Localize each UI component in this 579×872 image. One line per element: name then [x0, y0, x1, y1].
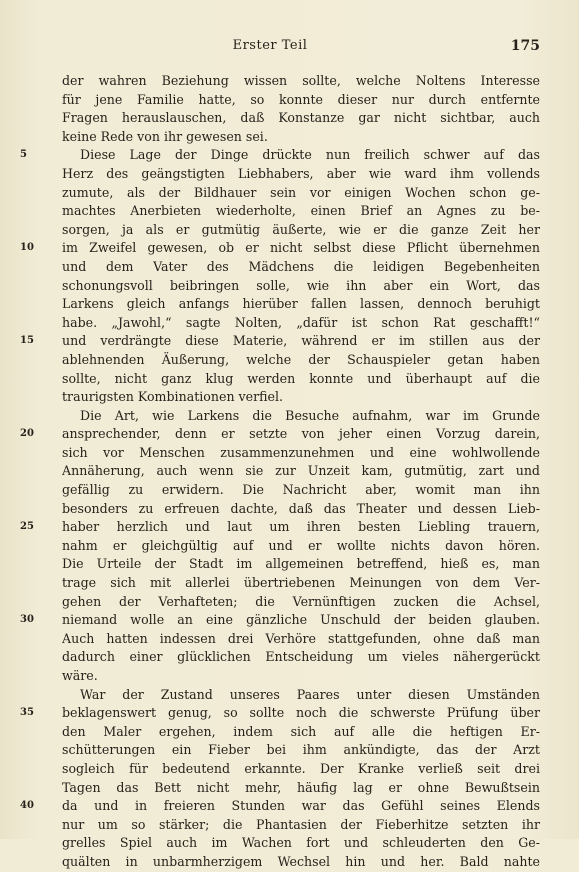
text-line: [0, 128, 579, 147]
line-text: dadurch einer glücklichen Entscheidung um vieles nähergerückt: [62, 649, 540, 665]
text-line: [0, 723, 579, 742]
text-line: [0, 72, 579, 91]
line-number: 15: [20, 335, 34, 347]
text-line: [0, 462, 579, 481]
line-text: sogleich für bedeutend erkannte. Der Kranke verließ seit drei: [62, 760, 540, 776]
line-text: gehen der Verhafteten; die Vernünftigen zucken die Achsel,: [62, 593, 540, 609]
text-line: [0, 667, 579, 686]
line-text: nahm er gleichgültig auf und er wollte nichts davon hören.: [62, 537, 540, 553]
line-text: und verdrängte diese Materie, während er im stillen aus der: [62, 333, 540, 349]
text-line: [0, 760, 579, 779]
text-line: [0, 555, 579, 574]
text-line: [0, 704, 579, 723]
text-line: [0, 797, 579, 816]
text-line: [0, 444, 579, 463]
text-line: [0, 314, 579, 333]
line-text: quälten in unbarmherzigem Wechsel hin und her. Bald nahte: [62, 853, 540, 869]
text-line: [0, 481, 579, 500]
text-line: [0, 648, 579, 667]
text-line: [0, 109, 579, 128]
text-line: [0, 91, 579, 110]
text-line: [0, 630, 579, 649]
text-line: [0, 741, 579, 760]
line-text: niemand wolle an eine gänzliche Unschuld der beiden glauben.: [62, 612, 540, 628]
text-line: [0, 388, 579, 407]
line-text: Larkens gleich anfangs hierüber fallen lassen, dennoch beruhigt: [62, 296, 540, 312]
line-text: sich vor Menschen zusammenzunehmen und eine wohlwollende: [62, 444, 540, 460]
line-text: Herz des geängstigten Liebhabers, aber wie ward ihm vollends: [62, 165, 540, 181]
line-text: und dem Vater des Mädchens die leidigen Begebenheiten: [62, 258, 540, 274]
line-number: 20: [20, 428, 34, 440]
line-text: War der Zustand unseres Paares unter diesen Umständen: [80, 686, 540, 702]
text-line: [0, 277, 579, 296]
line-number: 40: [20, 800, 34, 812]
text-line: [0, 425, 579, 444]
text-line: [0, 202, 579, 221]
text-line: [0, 295, 579, 314]
text-line: [0, 351, 579, 370]
line-text: sollte, nicht ganz klug werden konnte und überhaupt auf die: [62, 370, 540, 386]
line-text: Diese Lage der Dinge drückte nun freilich schwer auf das: [80, 147, 540, 163]
line-number: 35: [20, 707, 34, 719]
line-text: keine Rede von ihr gewesen sei.: [62, 128, 268, 144]
line-text: da und in freieren Stunden war das Gefühl seines Elends: [62, 798, 540, 814]
line-text: grelles Spiel auch im Wachen fort und schleuderten den Ge-: [62, 835, 540, 851]
text-line: [0, 686, 579, 705]
line-text: Die Art, wie Larkens die Besuche aufnahm, war im Grunde: [80, 407, 540, 423]
text-line: [0, 239, 579, 258]
line-text: Annäherung, auch wenn sie zur Unzeit kam, gutmütig, zart und: [62, 463, 540, 479]
line-text: für jene Familie hatte, so konnte dieser nur durch entfernte: [62, 91, 540, 107]
line-number: 25: [20, 521, 34, 533]
line-text: traurigsten Kombinationen verfiel.: [62, 389, 284, 405]
page-number: 175: [510, 38, 540, 54]
line-text: gefällig zu erwidern. Die Nachricht aber, womit man ihn: [62, 482, 540, 498]
line-text: machtes Anerbieten wiederholte, einen Brief an Agnes zu be-: [62, 203, 540, 219]
text-line: [0, 518, 579, 537]
line-text: besonders zu erfreuen dachte, daß das Theater und dessen Lieb-: [62, 500, 540, 516]
text-line: [0, 221, 579, 240]
line-number: 30: [20, 614, 34, 626]
text-line: [0, 816, 579, 835]
line-text: beklagenswert genug, so sollte noch die schwerste Prüfung über: [62, 705, 540, 721]
line-text: Tagen das Bett nicht mehr, häufig lag er ohne Bewußtsein: [62, 779, 540, 795]
text-line: [0, 165, 579, 184]
text-line: [0, 370, 579, 389]
text-line: [0, 593, 579, 612]
line-text: im Zweifel gewesen, ob er nicht selbst diese Pflicht übernehmen: [62, 240, 540, 256]
text-line: [0, 258, 579, 277]
line-text: haber herzlich und laut um ihren besten Liebling trauern,: [62, 519, 540, 535]
text-line: [0, 500, 579, 519]
body-text: [0, 72, 579, 872]
line-text: schonungsvoll beibringen solle, wie ihn aber ein Wort, das: [62, 277, 540, 293]
line-number: 5: [20, 149, 27, 161]
page-header: [60, 38, 540, 58]
line-text: der wahren Beziehung wissen sollte, welche Noltens Interesse: [62, 73, 540, 88]
line-text: ansprechender, denn er setzte von jeher einen Vorzug darein,: [62, 426, 540, 442]
text-line: [0, 184, 579, 203]
running-title: Erster Teil: [232, 38, 308, 53]
text-line: [0, 407, 579, 426]
text-line: [0, 574, 579, 593]
line-text: Die Urteile der Stadt im allgemeinen betreffend, hieß es, man: [62, 556, 540, 572]
line-number: 10: [20, 242, 34, 254]
text-line: [0, 611, 579, 630]
line-text: zumute, als der Bildhauer sein vor einigen Wochen schon ge-: [62, 184, 540, 200]
text-line: [0, 146, 579, 165]
text-line: [0, 332, 579, 351]
text-line: [0, 779, 579, 798]
line-text: Fragen herauslauschen, daß Konstanze gar nicht sichtbar, auch: [62, 110, 540, 126]
line-text: trage sich mit allerlei übertriebenen Meinungen von dem Ver-: [62, 575, 540, 591]
line-text: Auch hatten indessen drei Verhöre stattgefunden, ohne daß man: [62, 630, 540, 646]
text-line: [0, 853, 579, 872]
line-text: nur um so stärker; die Phantasien der Fieberhitze setzten ihr: [62, 816, 540, 832]
line-text: wäre.: [62, 668, 98, 683]
line-text: ablehnenden Äußerung, welche der Schauspieler getan haben: [62, 351, 540, 367]
line-text: sorgen, ja als er gutmütig äußerte, wie er die ganze Zeit her: [62, 221, 540, 237]
line-text: schütterungen ein Fieber bei ihm ankündigte, das der Arzt: [62, 742, 540, 758]
line-text: habe. „Jawohl,“ sagte Nolten, „dafür ist schon Rat geschafft!“: [62, 314, 540, 330]
text-line: [0, 834, 579, 853]
line-text: den Maler ergehen, indem sich auf alle die heftigen Er-: [62, 723, 540, 739]
text-line: [0, 537, 579, 556]
